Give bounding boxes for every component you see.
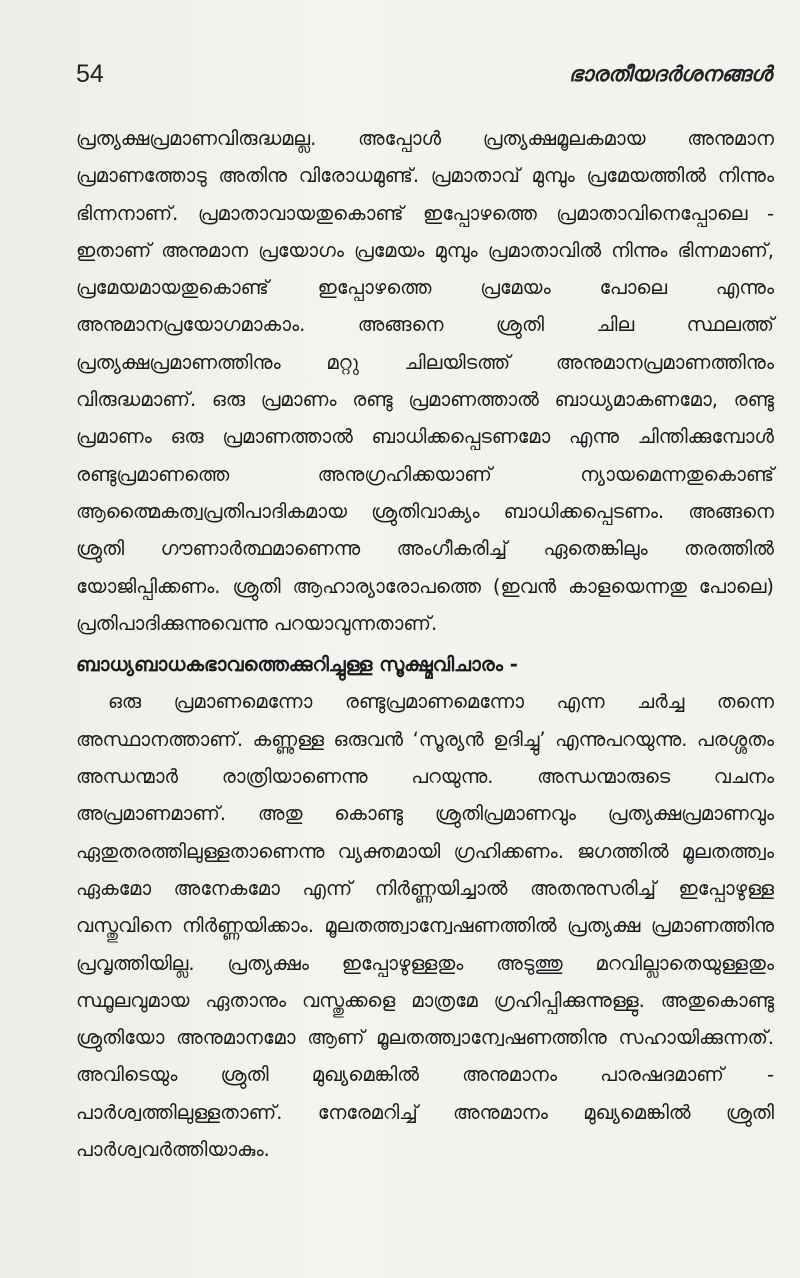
section-heading: ബാധ്യബാധകഭാവത്തെക്കുറിച്ചുള്ള സൂക്ഷ്മവിചാരം -: [76, 653, 518, 677]
paragraph-1: പ്രത്യക്ഷപ്രമാണവിരുദ്ധമല്ല. അപ്പോൾ പ്രത്യക്ഷമൂലകമായ അനുമാന പ്രമാണത്തോടു അതിനു വിരോധമുണ്ട്. പ്രമാതാവ് മുമ്പും പ്രമേയത്തിൽ നിന്നും ഭിന്നനാണ്. പ്രമാതാവായതുകൊണ്ട് ഇപ്പോഴത്തെ പ്രമാതാവിനെപ്പോലെ - ഇതാണ് അനുമാന പ്രയോഗം പ്രമേയം മുമ്പും പ്രമാതാവിൽ നിന്നും ഭിന്നമാണ്, പ്രമേയമായതുകൊണ്ട് ഇപ്പോഴത്തെ പ്രമേയം പോലെ എന്നും അനുമാനപ്രയോഗമാകാം. അങ്ങനെ ശ്രുതി ചില സ്ഥലത്ത് പ്രത്യക്ഷപ്രമാണത്തിനും മറ്റു ചിലയിടത്ത് അനുമാനപ്രമാണത്തിനും വിരുദ്ധമാണ്. ഒരു പ്രമാണം രണ്ടു പ്രമാണത്താൽ ബാധ്യമാകണമോ, രണ്ടു പ്രമാണം ഒരു പ്രമാണത്താൽ ബാധിക്കപ്പെടണമോ എന്നു ചിന്തിക്കുമ്പോൾ രണ്ടുപ്രമാണത്തെ അനുഗ്രഹിക്കയാണ് ന്യായമെന്നതുകൊണ്ട് ആത്മൈകത്വപ്രതിപാദികമായ ശ്രുതിവാക്യം ബാധിക്കപ്പെടണം. അങ്ങനെ ശ്രുതി ഗൗണാർത്ഥമാണെന്നു അംഗീകരിച്ച് ഏതെങ്കിലും തരത്തിൽ യോജിപ്പിക്കണം. ശ്രുതി ആഹാര്യാരോപത്തെ (ഇവൻ കാളയെന്നതു പോലെ) പ്രതിപാദിക്കുന്നുവെന്നു പറയാവുന്നതാണ്.: [76, 127, 774, 635]
paragraph-2: ഒരു പ്രമാണമെന്നോ രണ്ടുപ്രമാണമെന്നോ എന്ന ചർച്ച തന്നെ അസ്ഥാനത്താണ്. കണ്ണുള്ള ഒരുവൻ ‘സൂര്യൻ ഉദിച്ചു’ എന്നുപറയുന്നു. പരശ്ശതം അന്ധന്മാർ രാത്രിയാണെന്നു പറയുന്നു. അന്ധന്മാരുടെ വചനം അപ്രമാണമാണ്. അതു കൊണ്ടു ശ്രുതിപ്രമാണവും പ്രത്യക്ഷപ്രമാണവും ഏതുതരത്തിലുള്ളതാണെന്നു വ്യക്തമായി ഗ്രഹിക്കണം. ജഗത്തിൽ മൂലതത്ത്വം ഏകമോ അനേകമോ എന്ന് നിർണ്ണയിച്ചാൽ അതനുസരിച്ച് ഇപ്പോഴുള്ള വസ്തുവിനെ നിർണ്ണയിക്കാം. മൂലതത്ത്വാന്വേഷണത്തിൽ പ്രത്യക്ഷ പ്രമാണത്തിനു പ്രവൃത്തിയില്ല. പ്രത്യക്ഷം ഇപ്പോഴുള്ളതും അടുത്തു മറവില്ലാതെയുള്ളതും സ്ഥൂലവുമായ ഏതാനും വസ്തുക്കളെ മാത്രമേ ഗ്രഹിപ്പിക്കുന്നുള്ളു. അതുകൊണ്ടു ശ്രുതിയോ അനുമാനമോ ആണ് മൂലതത്ത്വാന്വേഷണത്തിനു സഹായിക്കുന്നത്. അവിടെയും ശ്രുതി മുഖ്യമെങ്കിൽ അനുമാനം പാരഷദമാണ് - പാർശ്വത്തിലുള്ളതാണ്. നേരേമറിച്ച് അനുമാനം മുഖ്യമെങ്കിൽ ശ്രുതി പാർശ്വവർത്തിയാകും.: [76, 690, 774, 1162]
page-number: 54: [76, 59, 104, 88]
running-title: ഭാരതീയദർശനങ്ങൾ: [568, 61, 772, 86]
page-header: [76, 56, 772, 92]
page-body: [76, 120, 774, 1168]
